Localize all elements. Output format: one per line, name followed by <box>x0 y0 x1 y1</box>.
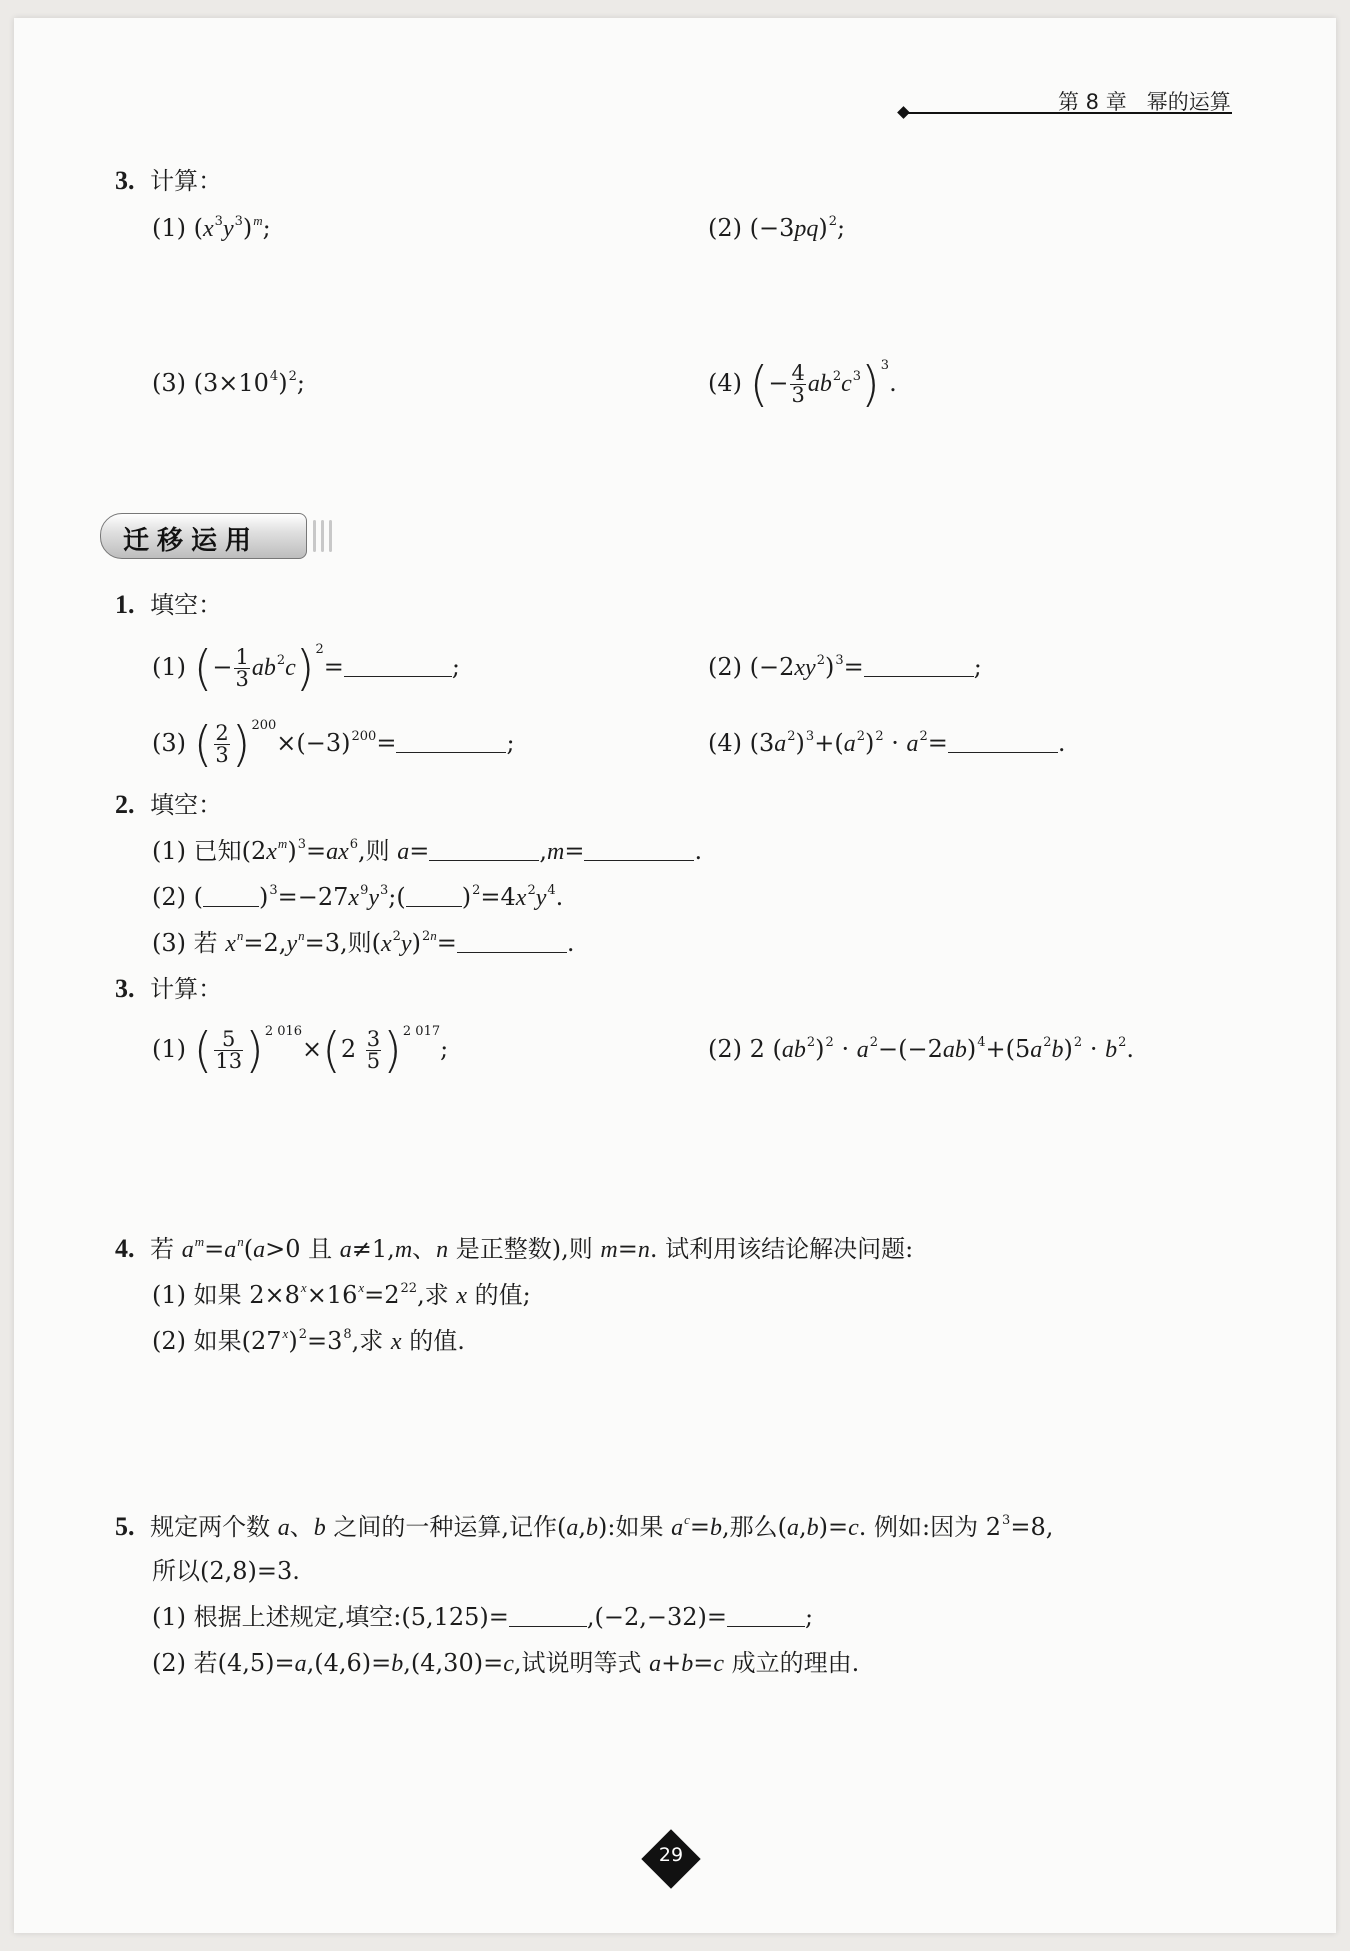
answer-blank[interactable] <box>429 836 539 861</box>
transfer-question-5: 5. 规定两个数 a、b 之间的一种运算,记作(a,b):如果 $a^c=b$,那么(a,b)=c. 例如:因为 $2^3=8$, <box>115 1512 1054 1541</box>
fill-2-2: (2) ( )$^3=-27x^9y^3$;( )$^2=4x^2y^4$. <box>152 883 564 911</box>
page-number: 29 <box>658 1844 684 1866</box>
item-3-4: (4) (− $\frac{4}{3}$ $ab^2c^3)^3$. <box>708 356 897 413</box>
answer-blank[interactable] <box>948 728 1058 753</box>
question-number: 5. <box>115 1512 135 1541</box>
answer-blank[interactable] <box>344 652 452 677</box>
answer-blank[interactable] <box>396 728 506 753</box>
question-number: 3. <box>115 974 135 1003</box>
fill-1-1: (1) (− $\frac{1}{3}$ $ab^2c)^2=$ ; <box>152 640 460 697</box>
transfer-question-2 <box>115 790 222 820</box>
q5-part-1: (1) 根据上述规定,填空:(5,125)= ,(−2,−32)= ; <box>152 1603 814 1631</box>
section-label: 迁移运用 <box>123 526 260 556</box>
question-title: 计算： <box>150 975 223 1003</box>
transfer-question-3 <box>115 974 222 1004</box>
answer-blank[interactable] <box>727 1602 805 1627</box>
fill-1-3: (3) ( $\frac{2}{3}$ )$^{200}\times(-3)^{200}=$ ; <box>152 716 515 773</box>
answer-blank[interactable] <box>509 1602 587 1627</box>
item-3-1: (1) $(x^3y^3)^m$; <box>152 213 271 242</box>
fill-1-4: (4) $(3a^2)^3+(a^2)^2 \cdot a^2=$ . <box>708 729 1066 757</box>
question-number: 1. <box>115 590 135 619</box>
answer-blank[interactable] <box>203 882 259 907</box>
transfer-question-4: 4. 若 $a^m=a^n(a>0$ 且 a≠1,m、n 是正整数),则 m=n. 试利用该结论解决问题: <box>115 1234 914 1263</box>
fill-2-1: (1) 已知$(2x^m)^3=ax^6$,则 a= ,m= . <box>152 836 703 865</box>
item-3-3: (3) $(3\times 10^4)^2$; <box>152 369 305 397</box>
section-tag <box>100 513 307 559</box>
answer-blank[interactable] <box>406 882 462 907</box>
answer-blank[interactable] <box>584 836 694 861</box>
question-number: 2. <box>115 790 135 819</box>
chapter-title: 幂的运算 <box>1146 90 1231 114</box>
question-number: 4. <box>115 1234 135 1263</box>
q5-example-cont: 所以(2,8)=3. <box>152 1557 300 1585</box>
calc-3-1: (1) ( $\frac{5}{13}$ )$^{2 016}$×(2 $\frac{3}{5}$ )$^{2 017}$; <box>152 1022 449 1079</box>
q4-part-2: (2) 如果$(27^x)^2=3^8$,求 x 的值. <box>152 1326 465 1355</box>
question-number: 3. <box>115 166 135 195</box>
question-title: 计算： <box>150 167 223 195</box>
q5-part-2: (2) 若(4,5)=a,(4,6)=b,(4,30)=c,试说明等式 a+b=c 成立的理由. <box>152 1649 860 1677</box>
question-title: 填空： <box>150 791 223 819</box>
calc-3-2: (2) 2 $(ab^2)^2 \cdot a^2-(-2ab)^4+(5a^2b)^2 \cdot b^2$. <box>708 1035 1135 1063</box>
fill-2-3: (3) 若 $x^n=2,y^n=3$,则$(x^2y)^{2n}=$ . <box>152 928 575 957</box>
answer-blank[interactable] <box>457 928 567 953</box>
answer-blank[interactable] <box>864 652 974 677</box>
question-title: 填空： <box>150 591 223 619</box>
item-3-2: (2) $(-3pq)^2$; <box>708 214 846 242</box>
fill-1-2: (2) $(-2xy^2)^3=$ ; <box>708 653 982 681</box>
q4-part-1: (1) 如果 $2\times 8^x\times 16^x=2^{22}$,求 x 的值; <box>152 1280 531 1309</box>
header-rule <box>906 112 1232 114</box>
transfer-question-1 <box>115 590 222 620</box>
question-3-top <box>115 166 222 196</box>
chapter-number: 第 8 章 <box>1058 90 1127 114</box>
